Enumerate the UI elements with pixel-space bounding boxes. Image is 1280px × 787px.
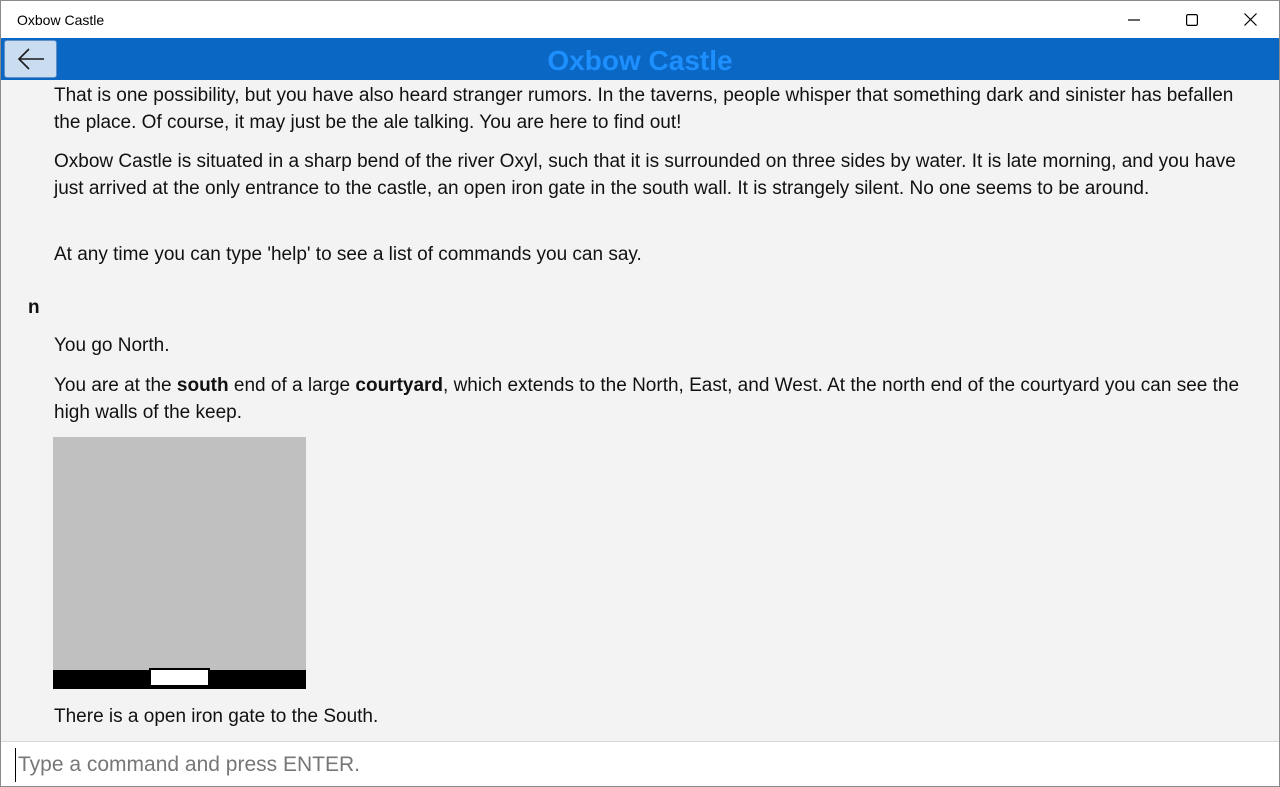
narrative-paragraph: At any time you can type 'help' to see a list of commands you can say.: [54, 244, 642, 265]
player-command: n: [28, 297, 40, 318]
narrative-paragraph: You go North.: [54, 335, 170, 356]
close-button[interactable]: [1221, 1, 1279, 38]
transcript-area[interactable]: [1, 80, 1279, 740]
room-direction: south: [176, 375, 229, 396]
narrative-paragraph: There is a open iron gate to the South.: [54, 706, 379, 727]
title-bar: [1, 1, 1279, 38]
back-arrow-icon: [17, 48, 45, 70]
room-description: [54, 372, 1259, 426]
narrative-paragraph: Oxbow Castle is situated in a sharp bend of the river Oxyl, such that it is surrounded on three sides by water. It is late morning, and you have just arrived at the only entrance to the castle, an open iron gate in the south wall. It is strangely silent. No one seems to be around.: [54, 151, 1236, 199]
maximize-icon: [1186, 14, 1198, 26]
command-input[interactable]: [15, 748, 1265, 782]
minimize-icon: [1128, 14, 1140, 26]
narrative-paragraph: That is one possibility, but you have also heard stranger rumors. In the taverns, people whisper that something dark and sinister has befallen the place. Of course, it may just be the ale talking. You are here to find out!: [54, 85, 1234, 133]
window-title: Oxbow Castle: [17, 12, 105, 28]
south-gate: [149, 668, 210, 687]
app-title: Oxbow Castle: [547, 45, 733, 76]
back-button[interactable]: [4, 40, 57, 78]
room-text: end of a large: [228, 375, 356, 396]
minimize-button[interactable]: [1105, 1, 1163, 38]
command-bar: [1, 741, 1279, 786]
room-text: , which extends to the North, East, and West. At the north end of the courtyard you can see the high walls of the keep.: [54, 375, 1240, 423]
room-map-image: [53, 437, 306, 689]
room-text: You are at the: [54, 375, 177, 396]
maximize-button[interactable]: [1163, 1, 1221, 38]
app-header: [1, 38, 1279, 80]
close-icon: [1244, 13, 1257, 26]
room-name: courtyard: [355, 375, 444, 396]
